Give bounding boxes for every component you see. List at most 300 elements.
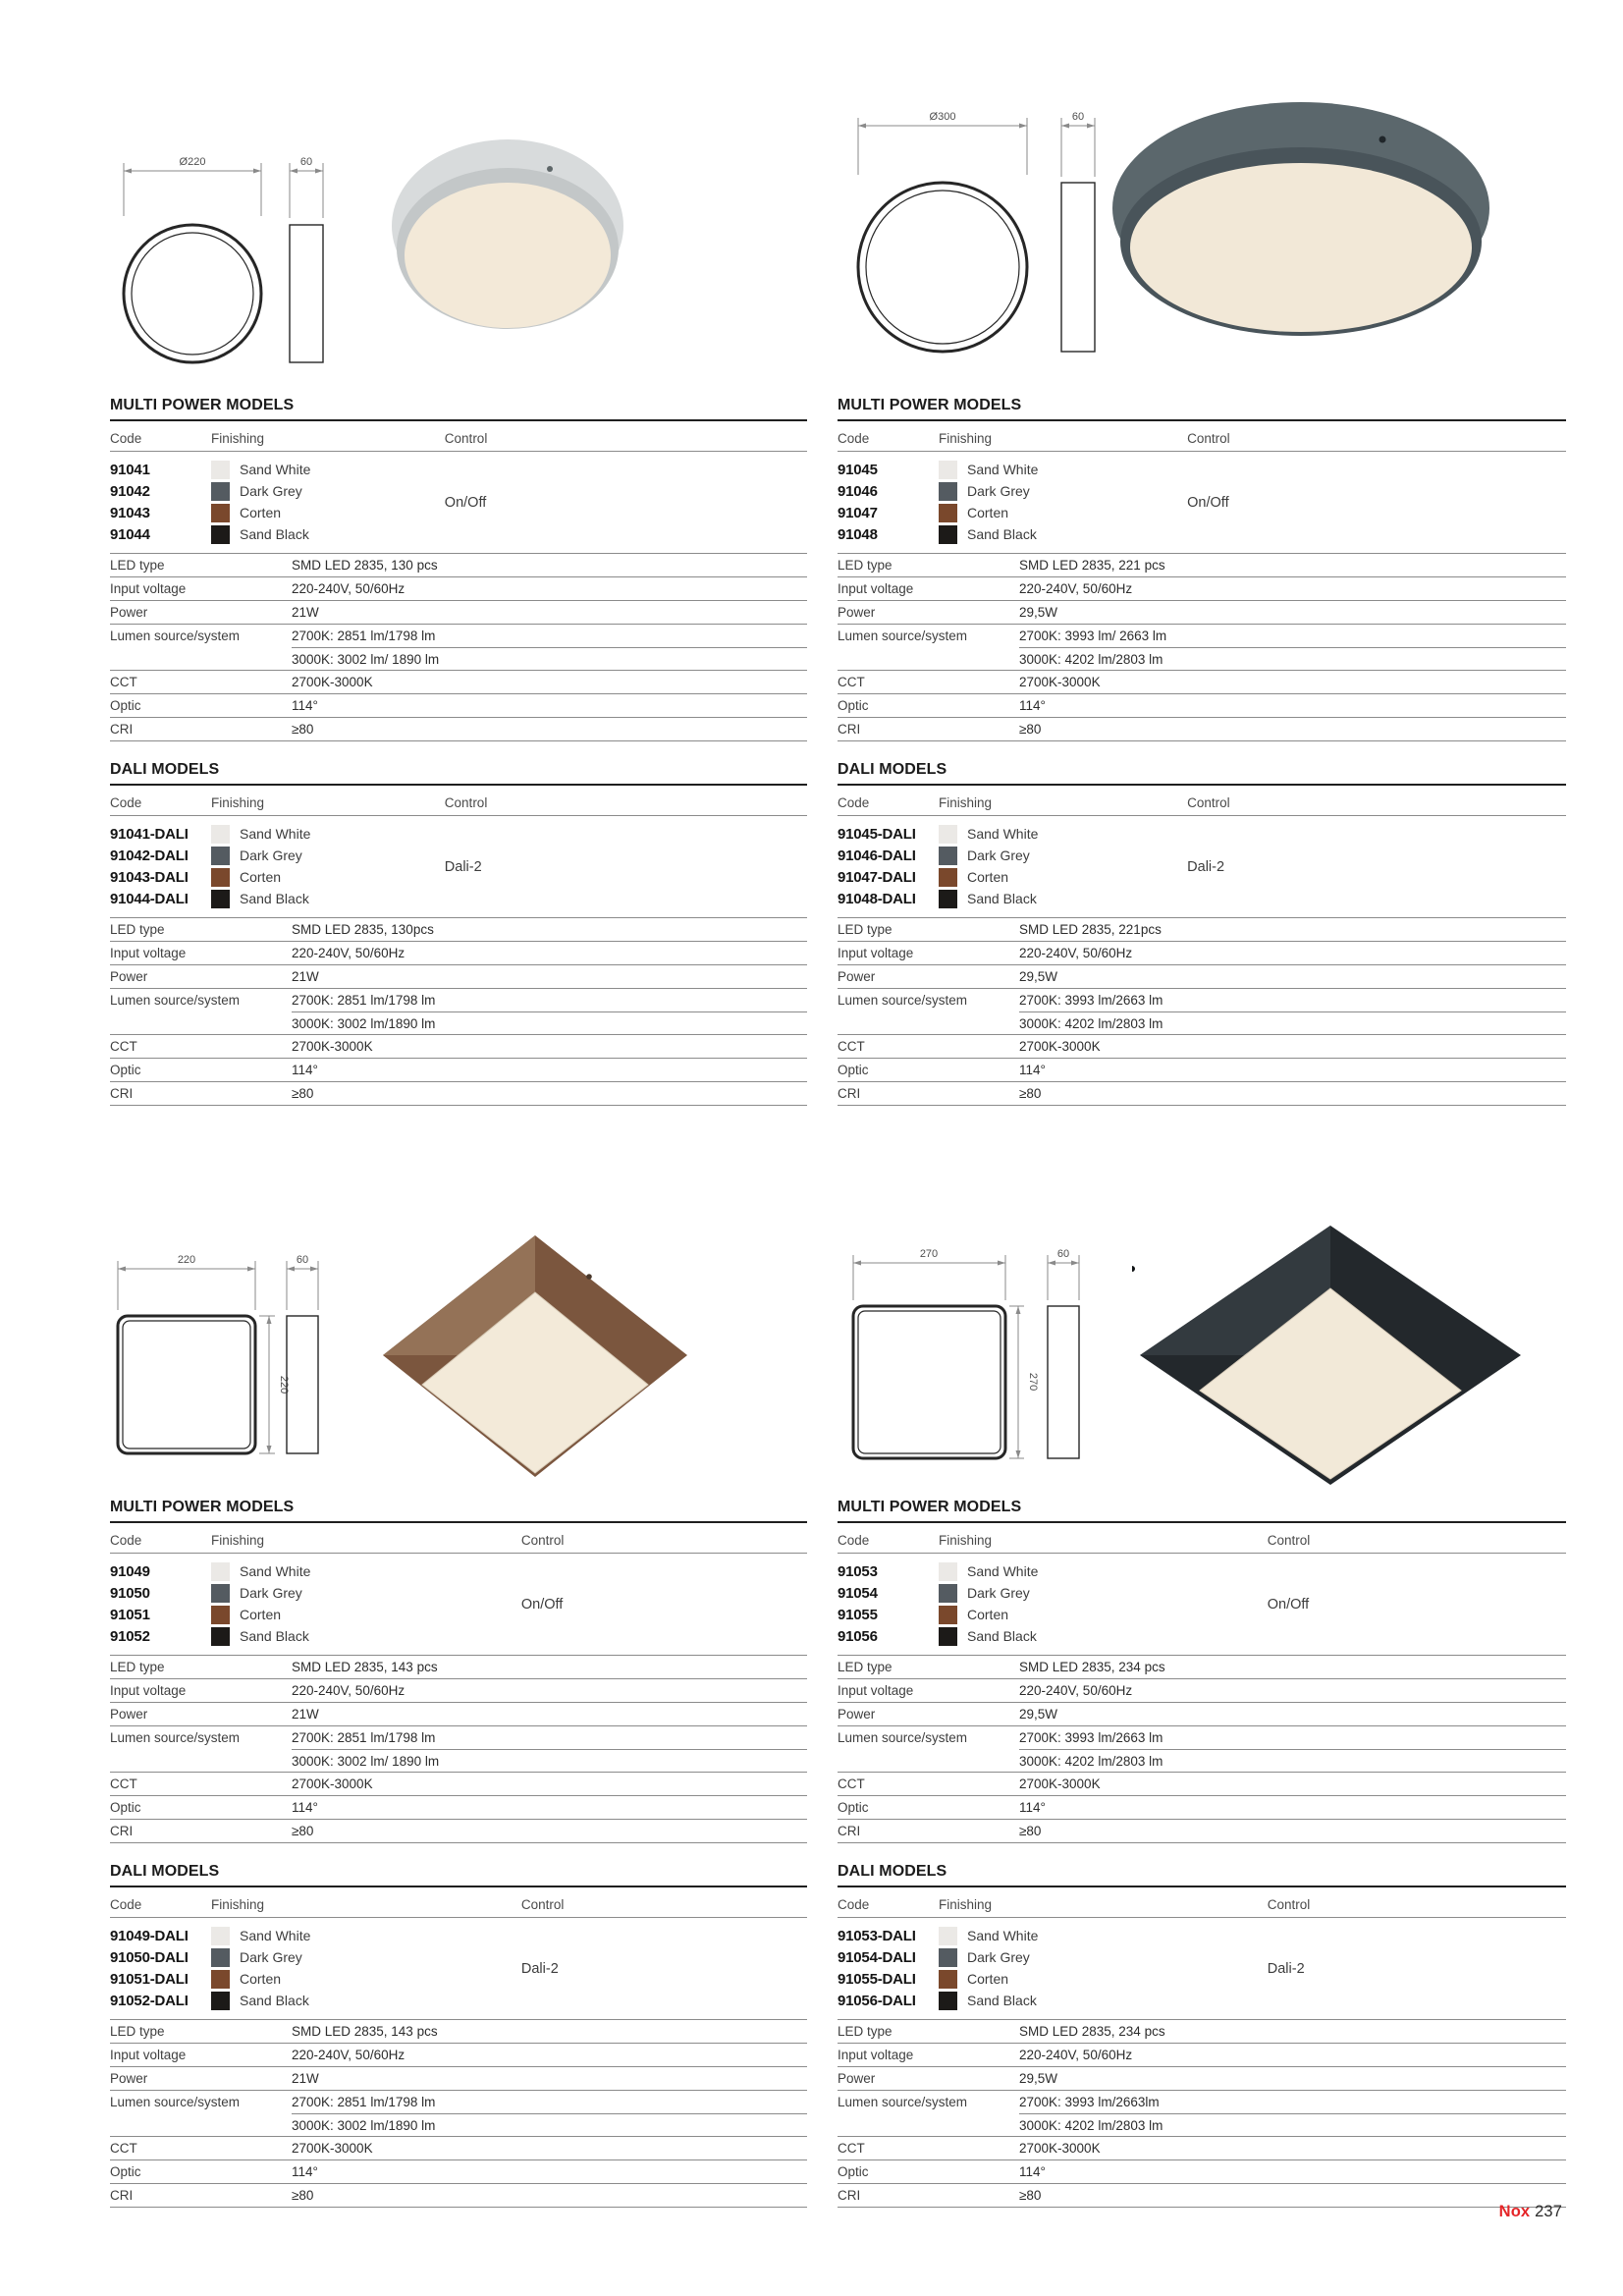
model-code: 91055-DALI <box>838 1970 916 1988</box>
spec-value: 2700K-3000K <box>292 1777 373 1791</box>
column-code: Code <box>838 795 870 810</box>
spec-label: Optic <box>110 1800 141 1815</box>
spec-label: Lumen source/system <box>838 993 968 1008</box>
spec-label: Lumen source/system <box>110 629 241 643</box>
spec-value: SMD LED 2835, 234 pcs <box>1019 1660 1165 1674</box>
spec-value: 114° <box>1019 2164 1046 2179</box>
model-code: 91056 <box>838 1627 878 1645</box>
spec-label: Power <box>838 2071 876 2086</box>
spec-value: ≥80 <box>1019 722 1042 737</box>
finish-swatch-sand-white <box>211 1562 230 1581</box>
spec-value: 29,5W <box>1019 605 1058 620</box>
finish-swatch-sand-black <box>939 525 957 544</box>
spec-value: 220-240V, 50/60Hz <box>292 1683 406 1698</box>
model-code: 91051-DALI <box>110 1970 189 1988</box>
finish-swatch-corten <box>939 1606 957 1624</box>
model-code: 91048-DALI <box>838 890 916 907</box>
model-list <box>110 1554 807 1656</box>
spec-label: Power <box>110 2071 148 2086</box>
control-value: On/Off <box>1267 1596 1310 1613</box>
table-column-headers <box>110 1528 807 1554</box>
column-finishing: Finishing <box>211 795 265 810</box>
spec-label: LED type <box>110 2024 165 2039</box>
technical-drawing <box>112 149 338 397</box>
model-row <box>110 1925 807 1946</box>
spec-label: Power <box>110 605 148 620</box>
spec-value: 3000K: 3002 lm/1890 lm <box>292 2118 436 2133</box>
spec-value: 21W <box>292 2071 319 2086</box>
control-value: Dali-2 <box>1267 1960 1305 1977</box>
spec-label: CCT <box>110 675 137 689</box>
spec-table <box>838 554 1566 741</box>
spec-label: CRI <box>110 2188 134 2203</box>
spec-value: 220-240V, 50/60Hz <box>292 946 406 960</box>
finish-label: Corten <box>240 869 282 885</box>
model-code: 91041-DALI <box>110 825 189 843</box>
spec-value: 2700K: 2851 lm/1798 lm <box>292 989 807 1012</box>
column-finishing: Finishing <box>939 1533 993 1548</box>
spec-label: CRI <box>110 1824 134 1838</box>
control-value: On/Off <box>1187 494 1229 511</box>
spec-value: ≥80 <box>1019 1086 1042 1101</box>
finish-label: Corten <box>967 1971 1009 1987</box>
finish-swatch-corten <box>211 1970 230 1989</box>
screw-dot <box>586 1274 592 1280</box>
model-code: 91053 <box>838 1562 878 1580</box>
table-column-headers <box>838 1528 1566 1554</box>
column-finishing: Finishing <box>211 1897 265 1912</box>
column-finishing: Finishing <box>211 1533 265 1548</box>
spec-label: Optic <box>838 1063 869 1077</box>
figure-row <box>110 94 807 397</box>
spec-value: 2700K-3000K <box>1019 1777 1101 1791</box>
finish-swatch-corten <box>939 868 957 887</box>
model-code: 91051 <box>110 1606 150 1623</box>
spec-label: CCT <box>110 2141 137 2156</box>
finish-label: Corten <box>967 505 1009 520</box>
spec-label: CRI <box>110 722 134 737</box>
finish-label: Dark Grey <box>240 847 302 863</box>
model-code: 91054-DALI <box>838 1948 916 1966</box>
model-code: 91049-DALI <box>110 1927 189 1944</box>
spec-label: Input voltage <box>110 2048 187 2062</box>
spec-value: 2700K: 2851 lm/1798 lm <box>292 2091 807 2114</box>
spec-label: Lumen source/system <box>838 629 968 643</box>
spec-value: SMD LED 2835, 221pcs <box>1019 922 1162 937</box>
finish-label: Corten <box>967 869 1009 885</box>
column-code: Code <box>110 431 142 446</box>
spec-label: Lumen source/system <box>110 1730 241 1745</box>
spec-table <box>838 1656 1566 1843</box>
column-control: Control <box>444 795 488 810</box>
screw-dot <box>547 166 553 172</box>
finish-swatch-dark-grey <box>939 1584 957 1603</box>
column-control: Control <box>1187 431 1230 446</box>
table-heading: MULTI POWER MODELS <box>838 1499 1566 1523</box>
finish-label: Sand Black <box>240 891 309 906</box>
spec-label: Optic <box>110 698 141 713</box>
spec-label: Input voltage <box>838 1683 914 1698</box>
spec-label: Input voltage <box>838 2048 914 2062</box>
dali-models-table <box>110 1863 807 2208</box>
column-code: Code <box>838 1897 870 1912</box>
model-row <box>838 1925 1566 1946</box>
column-code: Code <box>110 795 142 810</box>
finish-label: Sand White <box>240 462 311 477</box>
spec-value: 2700K: 2851 lm/1798 lm <box>292 1726 807 1750</box>
dimension-width-label: 220 <box>177 1254 196 1266</box>
spec-value: 2700K-3000K <box>1019 1039 1101 1054</box>
finish-swatch-sand-black <box>939 890 957 908</box>
model-row <box>110 1582 807 1604</box>
finish-label: Sand White <box>967 1928 1039 1943</box>
spec-label: Lumen source/system <box>838 2095 968 2109</box>
finish-label: Dark Grey <box>240 483 302 499</box>
table-heading: MULTI POWER MODELS <box>110 1499 807 1523</box>
finish-swatch-sand-black <box>211 1992 230 2010</box>
spec-label: Optic <box>838 1800 869 1815</box>
spec-label: Optic <box>110 2164 141 2179</box>
finish-swatch-sand-black <box>211 525 230 544</box>
model-row <box>838 1946 1566 1968</box>
product-photo <box>385 136 630 366</box>
product-photo <box>1105 98 1497 373</box>
spec-value: 2700K: 3993 lm/ 2663 lm <box>1019 625 1566 648</box>
column-control: Control <box>520 1533 565 1548</box>
model-code: 91052-DALI <box>110 1992 189 2009</box>
model-list <box>838 1554 1566 1656</box>
finish-label: Sand White <box>240 1563 311 1579</box>
spec-table <box>110 1656 807 1843</box>
spec-label: Input voltage <box>110 1683 187 1698</box>
model-code: 91047-DALI <box>838 868 916 886</box>
model-code: 91056-DALI <box>838 1992 916 2009</box>
spec-value: 220-240V, 50/60Hz <box>1019 1683 1133 1698</box>
finish-label: Sand Black <box>967 1993 1037 2008</box>
spec-value: SMD LED 2835, 143 pcs <box>292 1660 438 1674</box>
spec-value: 3000K: 4202 lm/2803 lm <box>1019 1754 1163 1769</box>
spec-label: LED type <box>838 922 893 937</box>
finish-label: Dark Grey <box>967 1585 1030 1601</box>
table-column-headers <box>110 791 807 816</box>
spec-label: Power <box>838 1707 876 1722</box>
spec-value: ≥80 <box>292 722 314 737</box>
finish-swatch-corten <box>211 1606 230 1624</box>
model-code: 91050 <box>110 1584 150 1602</box>
table-heading: DALI MODELS <box>838 1863 1566 1887</box>
model-code: 91042-DALI <box>110 847 189 864</box>
finish-swatch-sand-black <box>211 890 230 908</box>
model-list <box>110 1918 807 2020</box>
spec-table <box>838 918 1566 1106</box>
spec-label: CRI <box>838 722 861 737</box>
finish-swatch-corten <box>939 504 957 522</box>
spec-label: Optic <box>110 1063 141 1077</box>
spec-value: 220-240V, 50/60Hz <box>292 2048 406 2062</box>
screw-dot <box>1132 1266 1135 1272</box>
finish-label: Sand Black <box>967 526 1037 542</box>
spec-value: 2700K: 3993 lm/2663 lm <box>1019 1726 1566 1750</box>
column-code: Code <box>838 431 870 446</box>
spec-label: Input voltage <box>110 946 187 960</box>
model-row <box>838 1604 1566 1625</box>
spec-value: 21W <box>292 605 319 620</box>
column-control: Control <box>1187 795 1230 810</box>
spec-label: CCT <box>110 1777 137 1791</box>
dimension-diameter-label: Ø300 <box>929 111 956 123</box>
finish-swatch-sand-white <box>211 825 230 844</box>
spec-label: CCT <box>838 2141 865 2156</box>
finish-label: Sand Black <box>240 526 309 542</box>
control-value: On/Off <box>520 1596 564 1613</box>
column-control: Control <box>444 431 488 446</box>
page-footer <box>1499 2203 1562 2221</box>
finish-swatch-sand-white <box>939 825 957 844</box>
technical-drawing <box>847 104 1114 399</box>
finish-label: Sand Black <box>240 1628 309 1644</box>
spec-value: SMD LED 2835, 221 pcs <box>1019 558 1165 573</box>
finish-label: Corten <box>240 505 282 520</box>
model-row <box>110 523 807 545</box>
product-section-square-270 <box>838 1220 1566 2208</box>
dali-models-table <box>838 1863 1566 2208</box>
dimension-depth-label: 60 <box>1071 111 1085 123</box>
finish-label: Dark Grey <box>967 483 1030 499</box>
spec-label: Power <box>110 969 148 984</box>
spec-value: 29,5W <box>1019 969 1058 984</box>
page-number: 237 <box>1535 2203 1562 2220</box>
spec-label: CCT <box>110 1039 137 1054</box>
table-heading: DALI MODELS <box>838 761 1566 786</box>
model-row <box>838 1582 1566 1604</box>
finish-swatch-dark-grey <box>211 1948 230 1967</box>
spec-label: Power <box>838 605 876 620</box>
spec-label: Lumen source/system <box>110 993 241 1008</box>
spec-value: 220-240V, 50/60Hz <box>1019 581 1133 596</box>
spec-value: 3000K: 3002 lm/1890 lm <box>292 1016 436 1031</box>
spec-label: LED type <box>110 1660 165 1674</box>
finish-swatch-dark-grey <box>939 1948 957 1967</box>
model-row <box>838 823 1566 845</box>
spec-label: CCT <box>838 1777 865 1791</box>
product-photo <box>1132 1222 1530 1489</box>
finish-swatch-dark-grey <box>939 847 957 865</box>
finish-label: Corten <box>240 1971 282 1987</box>
spec-label: Optic <box>838 698 869 713</box>
spec-value: 2700K-3000K <box>292 2141 373 2156</box>
model-row <box>838 1560 1566 1582</box>
model-row <box>838 523 1566 545</box>
column-control: Control <box>520 1897 565 1912</box>
spec-value: 220-240V, 50/60Hz <box>1019 2048 1133 2062</box>
finish-swatch-sand-black <box>211 1627 230 1646</box>
spec-value: ≥80 <box>292 1824 314 1838</box>
model-code: 91045 <box>838 461 878 478</box>
spec-value: 114° <box>292 698 318 713</box>
dali-models-table <box>110 761 807 1106</box>
model-code: 91048 <box>838 525 878 543</box>
spec-value: 2700K-3000K <box>1019 675 1101 689</box>
finish-label: Sand White <box>967 462 1039 477</box>
table-heading: DALI MODELS <box>110 1863 807 1887</box>
model-code: 91054 <box>838 1584 878 1602</box>
multi-power-models-table <box>110 1499 807 1843</box>
spec-value: 3000K: 4202 lm/2803 lm <box>1019 652 1163 667</box>
dimension-width-label: 270 <box>919 1248 939 1260</box>
spec-table <box>838 2020 1566 2208</box>
spec-value: 2700K: 2851 lm/1798 lm <box>292 625 807 648</box>
finish-label: Dark Grey <box>240 1585 302 1601</box>
table-heading: DALI MODELS <box>110 761 807 786</box>
spec-value: 114° <box>292 1063 318 1077</box>
table-heading: MULTI POWER MODELS <box>110 397 807 421</box>
model-code: 91052 <box>110 1627 150 1645</box>
spec-label: Power <box>110 1707 148 1722</box>
finish-swatch-sand-white <box>939 461 957 479</box>
finish-label: Corten <box>967 1607 1009 1622</box>
model-row <box>110 888 807 909</box>
model-list <box>838 816 1566 918</box>
finish-swatch-sand-white <box>939 1927 957 1945</box>
model-code: 91049 <box>110 1562 150 1580</box>
spec-label: CRI <box>838 1086 861 1101</box>
table-column-headers <box>838 791 1566 816</box>
technical-drawing <box>110 1247 324 1495</box>
spec-label: Lumen source/system <box>838 1730 968 1745</box>
model-code: 91046 <box>838 482 878 500</box>
spec-label: Optic <box>838 2164 869 2179</box>
finish-label: Dark Grey <box>967 1949 1030 1965</box>
control-value: On/Off <box>444 494 487 511</box>
spec-value: 2700K: 3993 lm/2663 lm <box>1019 989 1566 1012</box>
spec-label: LED type <box>110 558 165 573</box>
dimension-depth-label: 60 <box>299 156 313 168</box>
column-finishing: Finishing <box>939 795 993 810</box>
finish-swatch-dark-grey <box>939 482 957 501</box>
finish-swatch-sand-black <box>939 1992 957 2010</box>
model-row <box>110 1968 807 1990</box>
dimension-depth-label: 60 <box>296 1254 309 1266</box>
model-row <box>110 459 807 480</box>
model-row <box>110 1604 807 1625</box>
model-row <box>838 1990 1566 2011</box>
column-finishing: Finishing <box>939 1897 993 1912</box>
model-row <box>110 1625 807 1647</box>
column-code: Code <box>110 1533 142 1548</box>
column-finishing: Finishing <box>211 431 265 446</box>
product-family-name: Nox <box>1498 2203 1531 2220</box>
finish-swatch-corten <box>939 1970 957 1989</box>
finish-swatch-dark-grey <box>211 482 230 501</box>
multi-power-models-table <box>110 397 807 741</box>
model-code: 91043 <box>110 504 150 521</box>
spec-value: SMD LED 2835, 130 pcs <box>292 558 438 573</box>
model-code: 91042 <box>110 482 150 500</box>
model-list <box>838 1918 1566 2020</box>
spec-value: 220-240V, 50/60Hz <box>292 581 406 596</box>
dimension-height-label: 270 <box>1027 1372 1039 1392</box>
spec-value: 220-240V, 50/60Hz <box>1019 946 1133 960</box>
finish-label: Sand White <box>240 826 311 842</box>
spec-label: LED type <box>838 558 893 573</box>
multi-power-models-table <box>838 397 1566 741</box>
spec-value: SMD LED 2835, 130pcs <box>292 922 434 937</box>
spec-table <box>110 918 807 1106</box>
product-section-round-300 <box>838 86 1566 1106</box>
figure-row <box>110 1220 807 1499</box>
table-column-headers <box>838 1892 1566 1918</box>
spec-label: LED type <box>110 922 165 937</box>
finish-swatch-sand-white <box>211 461 230 479</box>
dimension-depth-label: 60 <box>1056 1248 1070 1260</box>
technical-drawing <box>845 1241 1085 1499</box>
spec-value: 3000K: 3002 lm/ 1890 lm <box>292 652 440 667</box>
spec-label: Input voltage <box>838 946 914 960</box>
spec-label: LED type <box>838 1660 893 1674</box>
finish-label: Corten <box>240 1607 282 1622</box>
screw-dot <box>1380 137 1386 143</box>
spec-table <box>110 554 807 741</box>
model-row <box>110 1946 807 1968</box>
spec-value: ≥80 <box>292 1086 314 1101</box>
multi-power-models-table <box>838 1499 1566 1843</box>
dimension-height-label: 220 <box>278 1375 290 1394</box>
figure-row <box>838 1220 1566 1499</box>
product-section-round-220 <box>110 94 807 1106</box>
spec-label: CCT <box>838 1039 865 1054</box>
model-list <box>110 816 807 918</box>
model-code: 91044 <box>110 525 150 543</box>
table-column-headers <box>838 426 1566 452</box>
finish-swatch-sand-black <box>939 1627 957 1646</box>
spec-label: Power <box>838 969 876 984</box>
control-value: Dali-2 <box>444 858 482 875</box>
spec-value: ≥80 <box>292 2188 314 2203</box>
finish-label: Dark Grey <box>240 1949 302 1965</box>
dimension-diameter-label: Ø220 <box>179 156 206 168</box>
spec-value: ≥80 <box>1019 2188 1042 2203</box>
spec-value: 114° <box>1019 1063 1046 1077</box>
model-row <box>110 1990 807 2011</box>
model-code: 91046-DALI <box>838 847 916 864</box>
spec-value: 2700K-3000K <box>292 675 373 689</box>
spec-value: 114° <box>1019 1800 1046 1815</box>
finish-swatch-dark-grey <box>211 847 230 865</box>
spec-value: 114° <box>292 1800 318 1815</box>
spec-label: CRI <box>110 1086 134 1101</box>
finish-swatch-sand-white <box>939 1562 957 1581</box>
spec-label: CRI <box>838 2188 861 2203</box>
model-list <box>110 452 807 554</box>
spec-value: 114° <box>292 2164 318 2179</box>
spec-label: Input voltage <box>838 581 914 596</box>
model-code: 91044-DALI <box>110 890 189 907</box>
table-heading: MULTI POWER MODELS <box>838 397 1566 421</box>
finish-label: Sand White <box>240 1928 311 1943</box>
spec-value: 114° <box>1019 698 1046 713</box>
model-code: 91045-DALI <box>838 825 916 843</box>
spec-label: LED type <box>838 2024 893 2039</box>
spec-value: 2700K-3000K <box>1019 2141 1101 2156</box>
spec-value: 3000K: 4202 lm/2803 lm <box>1019 1016 1163 1031</box>
spec-value: 3000K: 4202 lm/2803 lm <box>1019 2118 1163 2133</box>
product-section-square-220 <box>110 1220 807 2208</box>
spec-value: 29,5W <box>1019 2071 1058 2086</box>
spec-label: CRI <box>838 1824 861 1838</box>
product-photo <box>373 1230 697 1485</box>
spec-label: Lumen source/system <box>110 2095 241 2109</box>
column-control: Control <box>1267 1533 1311 1548</box>
